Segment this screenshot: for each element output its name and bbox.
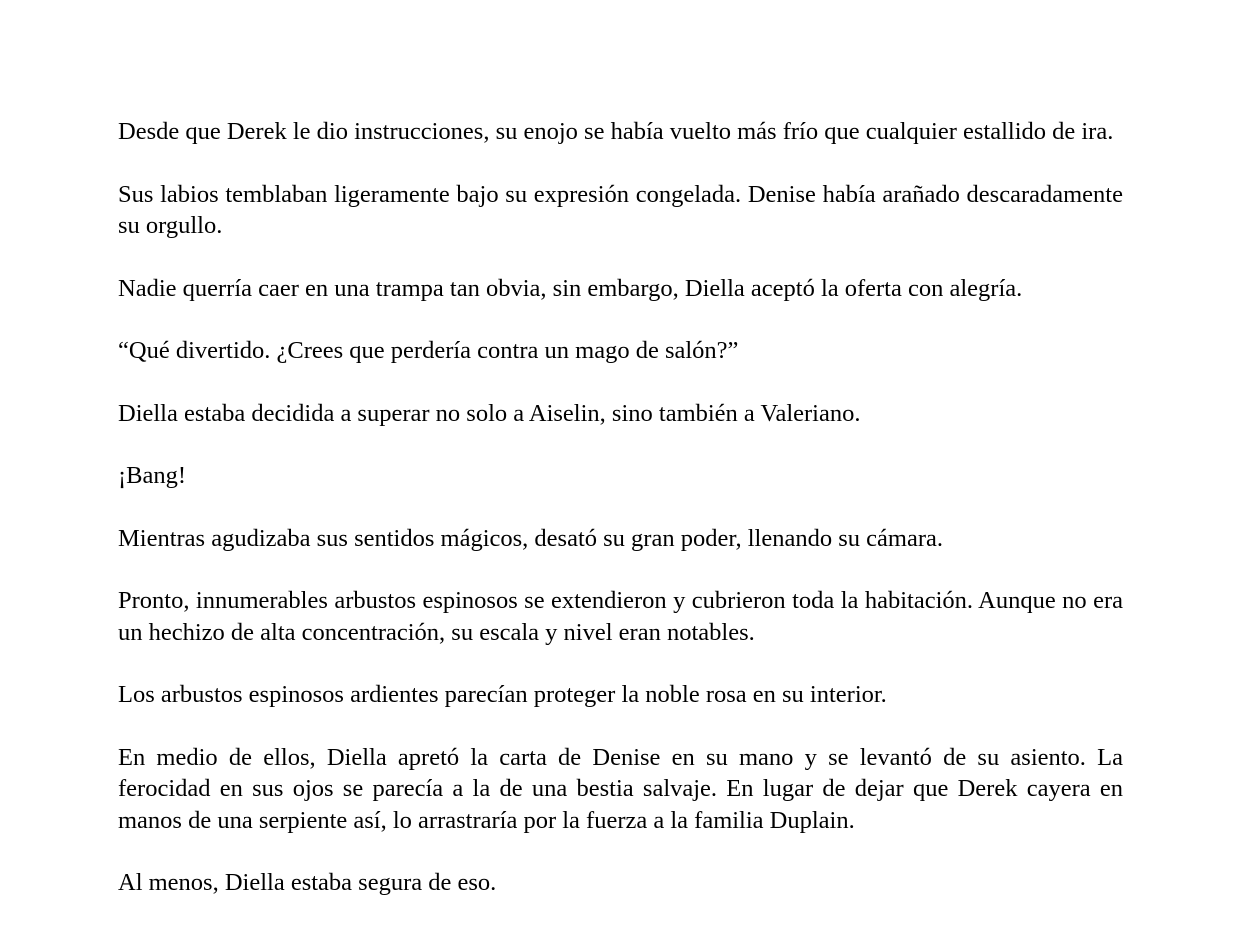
paragraph-1: Desde que Derek le dio instrucciones, su enojo se había vuelto más frío que cualquier estallido de ira.: [118, 118, 1114, 145]
paragraph-10: En medio de ellos, Diella apretó la carta de Denise en su mano y se levantó de su asiento. La ferocidad en sus ojos se parecía a la de una bestia salvaje. En lugar de dejar que Derek cayera en manos de una serpiente así, lo arrastraría por la fuerza a la familia Duplain.: [118, 743, 1123, 834]
document-page: [118, 116, 1123, 899]
paragraph-7: Mientras agudizaba sus sentidos mágicos, desató su gran poder, llenando su cámara.: [118, 524, 943, 552]
paragraph-4: “Qué divertido. ¿Crees que perdería contra un mago de salón?”: [118, 337, 739, 364]
paragraph-2: Sus labios temblaban ligeramente bajo su expresión congelada. Denise había arañado descaradamente su orgullo.: [118, 180, 1123, 239]
paragraph-6: ¡Bang!: [118, 462, 187, 489]
paragraph-5: Diella estaba decidida a superar no solo a Aiselin, sino también a Valeriano.: [118, 399, 861, 427]
paragraph-9: Los arbustos espinosos ardientes parecían proteger la noble rosa en su interior.: [118, 681, 887, 708]
paragraph-11: Al menos, Diella estaba segura de eso.: [118, 869, 497, 896]
paragraph-8: Pronto, innumerables arbustos espinosos se extendieron y cubrieron toda la habitación. Aunque no era un hechizo de alta concentración, su escala y nivel eran notables.: [118, 587, 1123, 646]
paragraph-3: Nadie querría caer en una trampa tan obvia, sin embargo, Diella aceptó la oferta con alegría.: [118, 274, 1023, 302]
